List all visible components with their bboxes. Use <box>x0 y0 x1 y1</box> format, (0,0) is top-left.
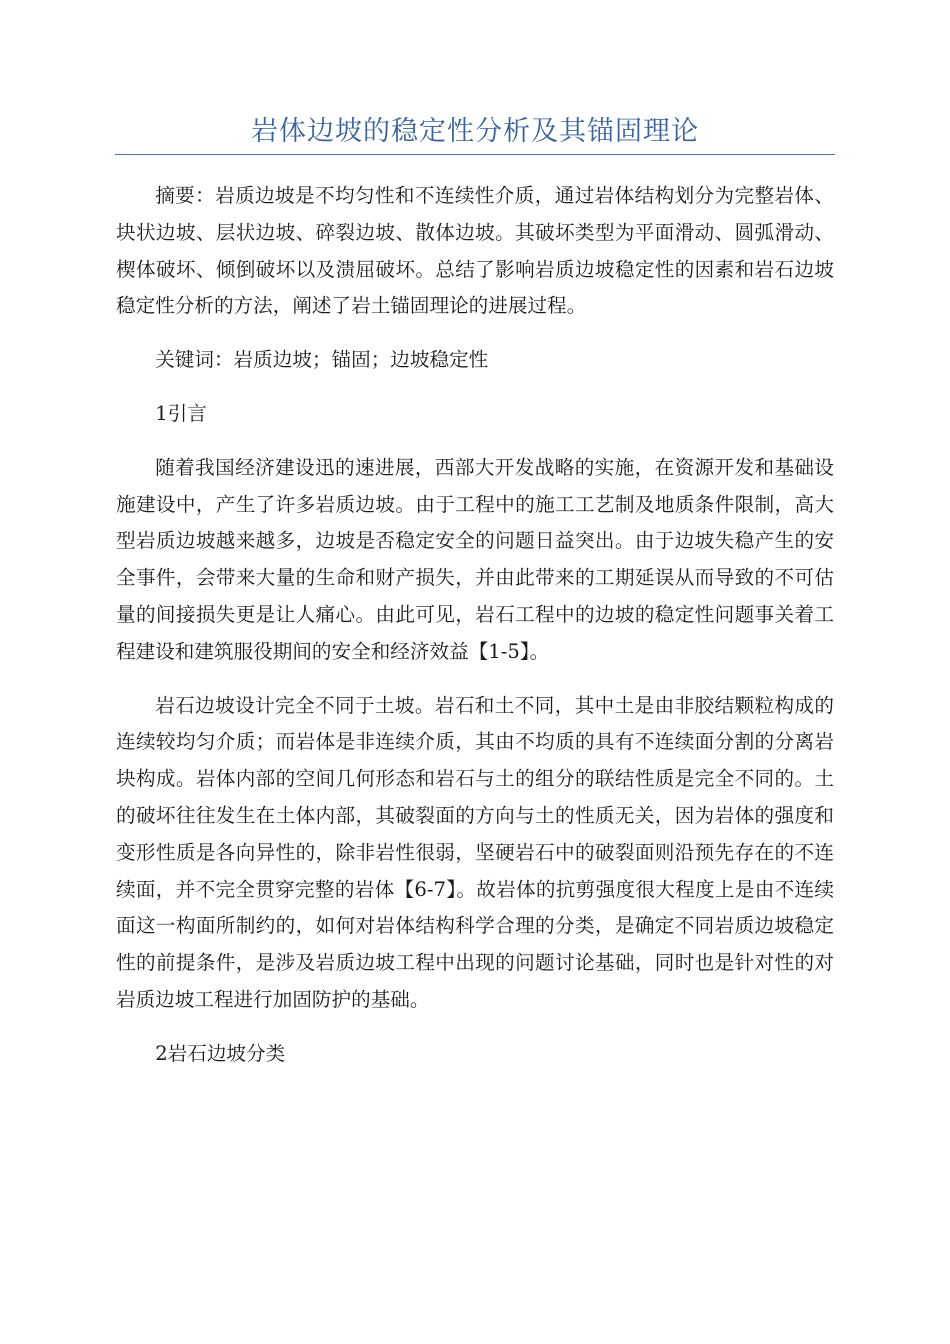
document-body <box>116 178 834 1090</box>
section-heading-classification: 2岩石边坡分类 <box>155 1041 286 1065</box>
keywords-paragraph: 关键词：岩质边坡；锚固；边坡稳定性 <box>155 348 489 372</box>
section-heading-introduction: 1引言 <box>155 401 207 425</box>
introduction-paragraph-1: 随着我国经济建设迅的速进展，西部大开发战略的实施，在资源开发和基础设施建设中，产生了许多岩质边坡。由于工程中的施工工艺制及地质条件限制，高大型岩质边坡越来越多，边坡是否稳定安全的问题日益突出。由于边坡失稳产生的安全事件，会带来大量的生命和财产损失，并由此带来的工期延误从而导致的不可估量的间接损失更是让人痛心。由此可见，岩石工程中的边坡的稳定性问题事关着工程建设和建筑服役期间的安全和经济效益【1-5】。 <box>116 455 834 663</box>
document-title: 岩体边坡的稳定性分析及其锚固理论 <box>251 116 699 147</box>
title-underline <box>115 154 835 155</box>
introduction-paragraph-2: 岩石边坡设计完全不同于土坡。岩石和土不同，其中土是由非胶结颗粒构成的连续较均匀介质；而岩体是非连续介质，其由不均质的具有不连续面分割的分离岩块构成。岩体内部的空间几何形态和岩石与土的组分的联结性质是完全不同的。土的破坏往往发生在土体内部，其破裂面的方向与土的性质无关，因为岩体的强度和变形性质是各向异性的，除非岩性很弱，坚硬岩石中的破裂面则沿预先存在的不连续面，并不完全贯穿完整的岩体【6-7】。故岩体的抗剪强度很大程度上是由不连续面这一构面所制约的，如何对岩体结构科学合理的分类，是确定不同岩质边坡稳定性的前提条件，是涉及岩质边坡工程中出现的问题讨论基础，同时也是针对性的对岩质边坡工程进行加固防护的基础。 <box>116 693 834 1011</box>
abstract-paragraph: 摘要：岩质边坡是不均匀性和不连续性介质，通过岩体结构划分为完整岩体、块状边坡、层状边坡、碎裂边坡、散体边坡。其破坏类型为平面滑动、圆弧滑动、楔体破坏、倾倒破坏以及溃屈破坏。总结了影响岩质边坡稳定性的因素和岩石边坡稳定性分析的方法，阐述了岩土锚固理论的进展过程。 <box>116 184 834 318</box>
